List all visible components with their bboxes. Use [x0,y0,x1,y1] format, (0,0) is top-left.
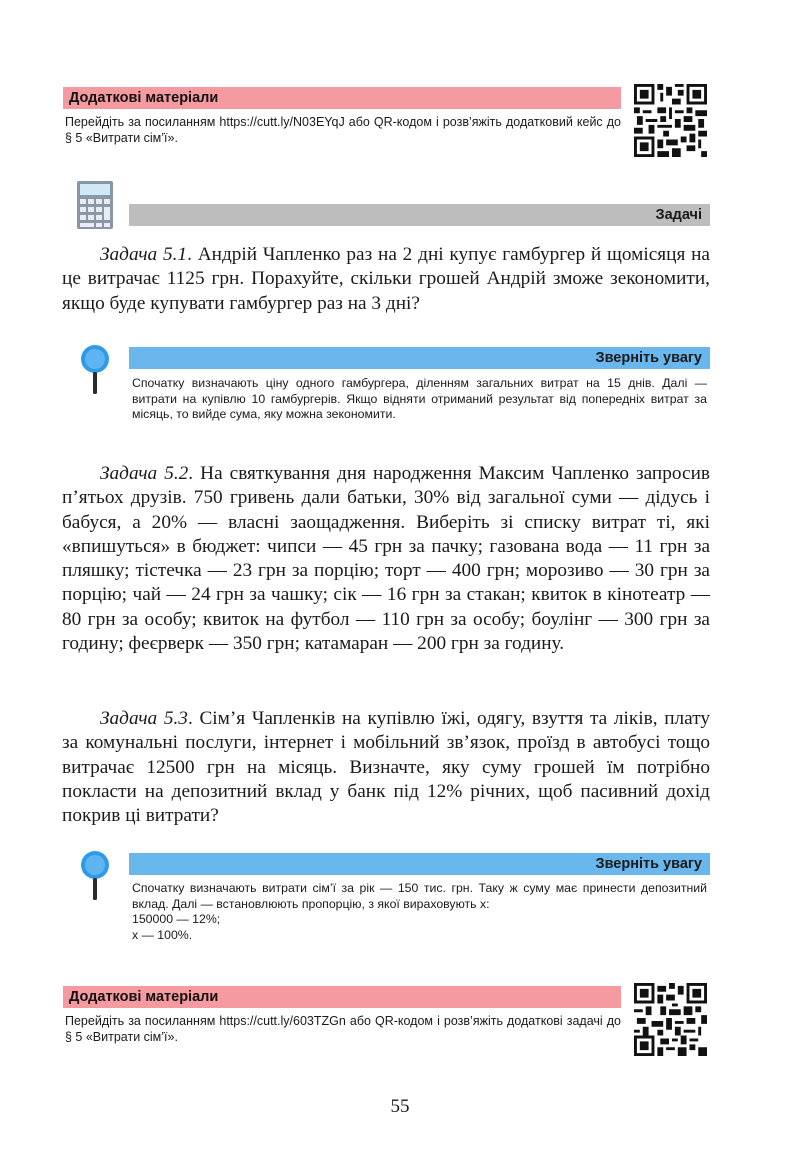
magnifier-icon [78,344,112,396]
task-5-3 [62,707,710,828]
task-5-2 [62,462,710,656]
qr-code-icon[interactable] [634,84,707,157]
attention-text-1: Спочатку визначають ціну одного гамбургера, діленням загальних витрат на 15 днів. Далі — витрати на купівлю 10 гамбургерів. Якщо відняти отриманий результат від попередніх витрат за місяць, то вийде сума, яку можна зекономити. [132,376,707,422]
task-5-3-label: Задача 5.3 [100,708,188,729]
attention-header-2: Зверніть увагу [129,853,710,875]
additional-materials-1 [63,87,621,146]
task-5-1-label: Задача 5.1 [100,244,188,265]
tasks-header: Задачі [129,204,710,226]
task-5-2-text: . На святкування дня народження Максим Чапленко запросив п’ятьох друзів. 750 гривень дали батьки, 30% від загальної суми — дідусь і бабуся, а 20% — власні заощадження. Виберіть зі списку витрат ті, які «впишуться» в бюджет: чипси — 45 грн за пачку; газована вода — 11 грн за пляшку; тістечка — 23 грн за порцію; торт — 400 грн; морозиво — 30 грн за порцію; чай — 24 грн за чашку; сік — 16 грн за стакан; квиток в кінотеатр — 80 грн за особу; квиток на футбол — 110 грн за особу; боулінг — 300 грн за годину; феєрверк — 350 грн; катамаран — 200 грн за годину. [62,463,710,655]
task-5-2-label: Задача 5.2 [100,463,189,484]
additional-materials-title: Додаткові матеріали [63,986,621,1008]
additional-materials-2 [63,986,621,1045]
attention-text-2-line-1: 150000 — 12%; [132,912,221,927]
attention-text-2-main: Спочатку визначають витрати сім’ї за рік — 150 тис. грн. Таку ж суму має принести депозитний вклад. Далі — встановлюють пропорцію, з якої вираховують х: [132,881,707,911]
attention-text-2 [132,881,707,943]
attention-header-1: Зверніть увагу [129,347,710,369]
task-5-3-text: . Сім’я Чапленків на купівлю їжі, одягу, взуття та ліків, плату за комунальні послуги, інтернет і мобільний зв’язок, проїзд в автобусі тощо витрачає 12500 грн на місяць. Визначте, яку суму грошей їм потрібно покласти на депозитний вклад у банк під 12% річних, щоб пасивний дохід покрив ці витрати? [62,708,711,827]
calculator-icon [77,181,113,229]
task-5-1 [62,243,710,316]
magnifier-icon [78,850,112,902]
page-number: 55 [390,1096,410,1117]
attention-text-2-line-2: х — 100%. [132,927,193,942]
additional-materials-text[interactable]: Перейдіть за посиланням https://cutt.ly/N03EYqJ або QR-кодом і розв’яжіть додатковий кейс до § 5 «Витрати сім’ї». [65,115,621,145]
additional-materials-title: Додаткові матеріали [63,87,621,109]
qr-code-icon[interactable] [634,983,707,1056]
additional-materials-text[interactable]: Перейдіть за посиланням https://cutt.ly/603TZGn або QR-кодом і розв’яжіть додаткові задачі до § 5 «Витрати сім’ї». [65,1014,621,1044]
task-5-1-text: . Андрій Чапленко раз на 2 дні купує гамбургер й щомісяця на це витрачає 1125 грн. Порахуйте, скільки грошей Андрій зможе зекономити, якщо буде купувати гамбургер раз на 3 дні? [62,244,710,314]
